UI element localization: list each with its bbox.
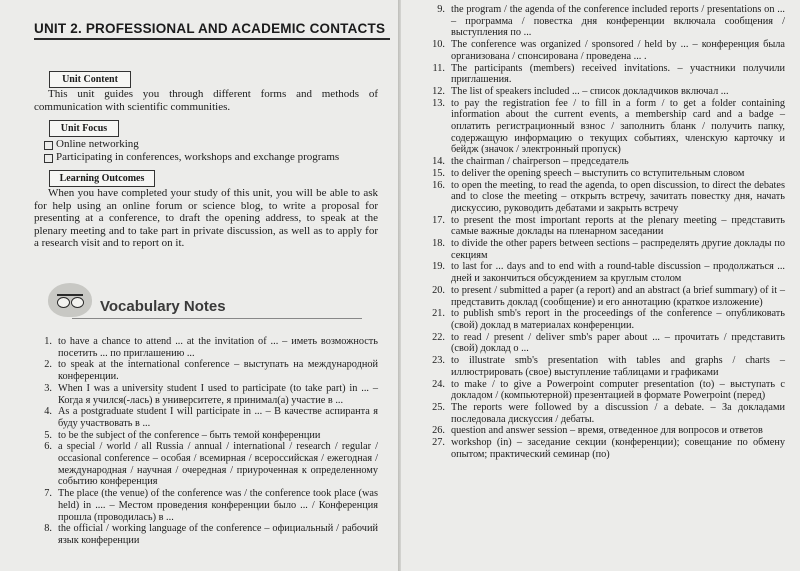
learning-outcomes-label: Learning Outcomes: [49, 170, 155, 187]
item-number: 1.: [44, 336, 52, 347]
vocabulary-item: [427, 238, 785, 261]
item-text: to divide the other papers between sections – распределять другие доклады по секциям: [451, 238, 785, 261]
focus-item: [44, 151, 339, 164]
unit-title: UNIT 2. PROFESSIONAL AND ACADEMIC CONTACTS: [34, 21, 390, 40]
item-number: 27.: [432, 437, 445, 449]
item-number: 16.: [432, 179, 445, 191]
vocabulary-item: [427, 379, 785, 402]
unit-focus-list: [44, 138, 339, 163]
item-number: 25.: [432, 401, 445, 413]
vocabulary-item: [427, 355, 785, 378]
item-number: 17.: [432, 214, 445, 226]
checkbox-icon: [44, 141, 53, 150]
item-number: 7.: [44, 488, 52, 500]
vocabulary-item: [427, 285, 785, 308]
vocabulary-item: [427, 63, 785, 86]
unit-focus-label: Unit Focus: [49, 120, 119, 137]
item-number: 13.: [432, 97, 445, 109]
item-text: The list of speakers included ... – список докладчиков включал ...: [451, 85, 729, 97]
item-text: The conference was organized / sponsored / held by ... – конференция была организована / спонсирована / проведена ... .: [451, 39, 785, 62]
vocabulary-item: [34, 383, 378, 406]
right-page: [401, 0, 800, 571]
unit-content-label: Unit Content: [49, 71, 131, 88]
left-page: [0, 0, 398, 571]
item-text: to read / present / deliver smb's paper about ... – прочитать / представить (свой) доклад о ...: [451, 331, 785, 355]
item-number: 18.: [432, 238, 445, 250]
item-number: 11.: [432, 62, 445, 74]
item-number: 4.: [44, 406, 52, 418]
item-number: 5.: [44, 429, 52, 441]
vocabulary-header: [48, 278, 288, 320]
item-text: workshop (in) – заседание секции (конференции); совещание по обмену опытом; практический семинар (по): [451, 437, 785, 460]
item-text: the chairman / chairperson – председатель: [451, 156, 629, 168]
item-text: question and answer session – время, отведенное для вопросов и ответов: [451, 425, 763, 437]
vocabulary-item: [427, 168, 785, 180]
item-text: to publish smb's report in the proceedings of the conference – опубликовать (свой) доклад в материалах конференции.: [451, 308, 785, 331]
item-text: to illustrate smb's presentation with tables and graphs / charts – иллюстрировать (свое) выступление таблицами и графиками: [451, 355, 785, 378]
vocabulary-list-right: [427, 4, 785, 460]
vocabulary-item: [427, 4, 785, 39]
vocabulary-item: [34, 441, 378, 488]
unit-content-text: This unit guides you through different forms and methods of communication with scientific communities.: [34, 88, 378, 113]
vocabulary-item: [427, 261, 785, 284]
item-text: the official / working language of the conference – официальный / рабочий язык конференции: [58, 523, 378, 546]
item-number: 6.: [44, 441, 52, 453]
item-text: a special / world / all Russia / annual / international / research / regular / occasional conference – особая / всемирная / всероссийская / ежегодная / международная / научная / очередная / приуроченная к определенному событию конференция: [58, 441, 378, 488]
item-text: to make / to give a Powerpoint computer presentation (to) – выступать с докладом / (компьютерной) презентацией в формате Powerpoint (перед): [451, 378, 785, 402]
item-number: 15.: [432, 167, 445, 179]
vocabulary-item: [34, 523, 378, 546]
focus-item-text: Online networking: [56, 138, 139, 150]
item-text: to present the most important reports at the plenary meeting – представить самые важные доклады на пленарном заседании: [451, 214, 785, 238]
item-number: 20.: [432, 284, 445, 296]
item-text: the program / the agenda of the conference included reports / presentations on ... – программа / повестка дня конференции включала сообщения / выступления по ...: [451, 4, 785, 39]
item-text: to present / submitted a paper (a report) and an abstract (a brief summary) of it – представить доклад (сообщение) и его аннотацию (краткое изложение): [451, 284, 785, 308]
vocabulary-item: [34, 359, 378, 382]
vocabulary-item: [427, 308, 785, 331]
item-text: to last for ... days and to end with a round-table discussion – продолжаться ... дней и закончиться обсуждением за круглым столом: [451, 261, 785, 285]
vocabulary-item: [34, 430, 378, 442]
item-number: 12.: [432, 85, 445, 97]
item-number: 10.: [432, 39, 445, 51]
vocabulary-item: [34, 488, 378, 523]
item-number: 22.: [432, 331, 445, 343]
vocabulary-item: [427, 402, 785, 425]
item-text: When I was a university student I used to participate (to take part) in ... – Когда я учился(-лась) в университете, я принимал(а) участие в ...: [58, 382, 378, 406]
item-number: 19.: [432, 261, 445, 273]
item-text: The place (the venue) of the conference was / the conference took place (was held) in .... – Местом проведения конференции было ... / Конференция прошла (проводилась) в ...: [58, 488, 378, 523]
item-text: to deliver the opening speech – выступить со вступительным словом: [451, 167, 745, 179]
item-number: 8.: [44, 523, 52, 535]
item-text: The reports were followed by a discussion / a debate. – За докладами последовала дискуссия / дебаты.: [451, 401, 785, 425]
item-number: 21.: [432, 308, 445, 320]
vocabulary-item: [427, 425, 785, 437]
vocabulary-item: [427, 215, 785, 238]
item-text: As a postgraduate student I will participate in ... – В качестве аспиранта я буду участвовать в ...: [58, 406, 378, 429]
owl-icon: [48, 283, 92, 317]
vocabulary-item: [427, 332, 785, 355]
checkbox-icon: [44, 154, 53, 163]
item-text: to open the meeting, to read the agenda, to open discussion, to direct the debates and to close the meeting – открыть встречу, зачитать повестку дня, начать дискуссию, руководить дебатами и закрыть встречу: [451, 179, 785, 214]
item-text: to be the subject of the conference – быть темой конференции: [58, 429, 321, 441]
item-number: 24.: [432, 378, 445, 390]
vocabulary-item: [427, 39, 785, 62]
vocabulary-item: [34, 336, 378, 359]
divider: [72, 318, 362, 319]
item-number: 2.: [44, 359, 52, 371]
vocabulary-item: [427, 156, 785, 168]
item-number: 14.: [432, 156, 445, 168]
vocabulary-item: [34, 406, 378, 429]
item-number: 3.: [44, 382, 52, 394]
item-text: to have a chance to attend ... at the invitation of ... – иметь возможность посетить ... по приглашению ...: [58, 336, 378, 359]
item-text: to speak at the international conference – выступать на международной конференции.: [58, 359, 378, 383]
vocabulary-list-left: [34, 336, 378, 547]
item-number: 9.: [437, 4, 445, 15]
learning-outcomes-text: When you have completed your study of this unit, you will be able to ask for help using an online forum or science blog, to write a proposal for presenting at a conference, to draft the opening address, to speak at the plenary meeting and to take part in private discussion, as well as to apply for a research visit and to report on it.: [34, 187, 378, 250]
vocabulary-item: [427, 86, 785, 98]
vocabulary-title: Vocabulary Notes: [100, 298, 226, 315]
item-number: 26.: [432, 425, 445, 437]
item-number: 23.: [432, 355, 445, 367]
vocabulary-item: [427, 437, 785, 460]
focus-item: [44, 138, 339, 151]
vocabulary-item: [427, 180, 785, 215]
vocabulary-item: [427, 98, 785, 157]
focus-item-text: Participating in conferences, workshops and exchange programs: [56, 150, 340, 163]
item-text: to pay the registration fee / to fill in a form / to get a folder containing information about the current events, a membership card and a badge – оплатить регистрационный взнос / заполнить бланк / получить папку, содержащую информацию о текущих событиях, членскую карточку и бейдж (значок / электронный пропуск): [451, 97, 785, 156]
item-text: The participants (members) received invitations. – участники получили приглашения.: [451, 62, 785, 86]
